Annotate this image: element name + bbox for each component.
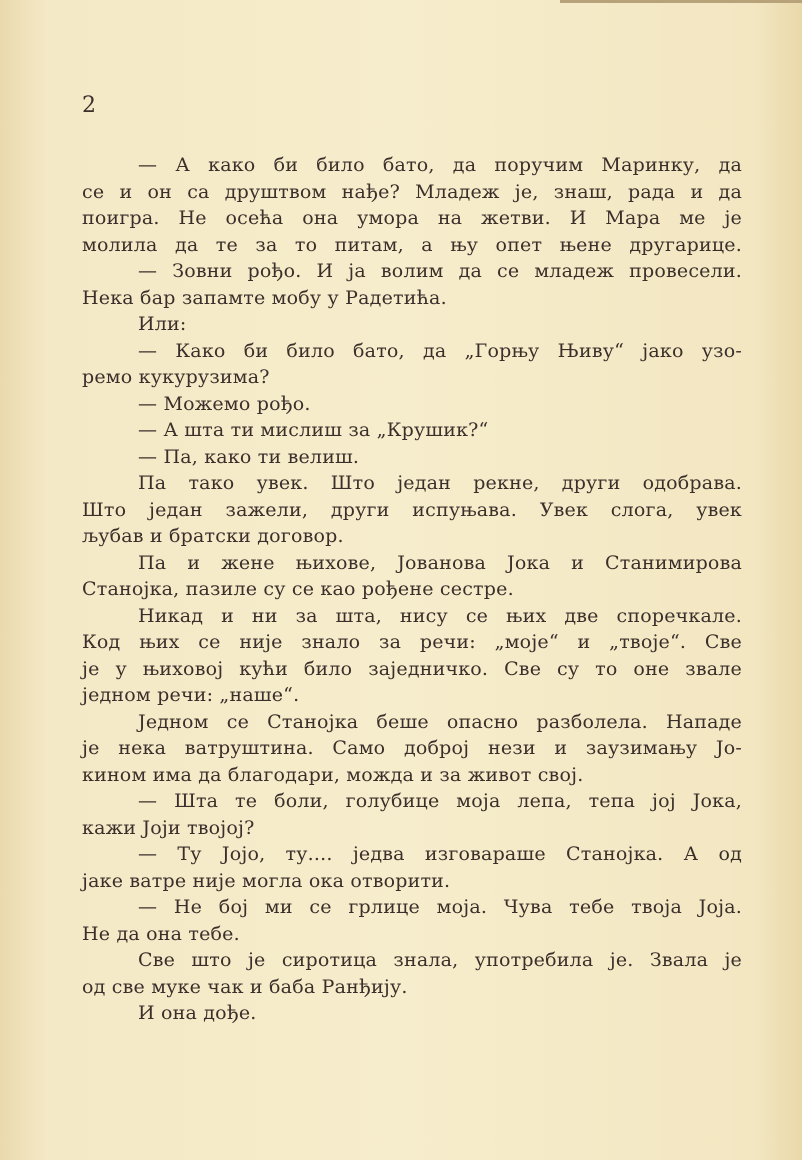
text-line: Код њих се није знало за речи: „моје“ и „твоје“. Све — [82, 631, 742, 653]
page-number: 2 — [82, 93, 96, 118]
text-line: се и он са друштвом нађе? Младеж је, знаш, рада и да — [82, 180, 742, 203]
text-line: Или: — [138, 313, 187, 335]
text-line: љубав и братски договор. — [82, 525, 344, 547]
text-line: молила да те за то питам, а њу опет њене другарице. — [82, 233, 742, 256]
body-text — [82, 152, 742, 1027]
text-line: Никад и ни за шта, нису се њих две споречкале. — [138, 604, 742, 627]
text-line: Па тако увек. Што један рекне, други одобрава. — [138, 472, 742, 494]
text-line: И она дође. — [138, 1002, 257, 1024]
text-line: — А како би било бато, да поручим Маринку, да — [138, 154, 742, 176]
text-line: је у њиховој кући било заједничко. Све су то оне звале — [82, 657, 742, 680]
text-line: Једном се Станојка беше опасно разболела. Нападе — [138, 710, 742, 733]
text-line: кином има да благодари, можда и за живот свој. — [82, 763, 584, 786]
text-line: поигра. Не осећа она умора на жетви. И Мара ме је — [82, 207, 742, 229]
text-line: — Како би било бато, да „Горњу Њиву“ јако узо- — [138, 339, 742, 362]
text-line: — Па, како ти велиш. — [138, 445, 360, 468]
text-line: Не да она тебе. — [82, 922, 240, 945]
text-line: кажи Јоји твојој? — [82, 816, 255, 839]
text-line: Нека бар запамте мобу у Радетића. — [82, 286, 447, 309]
text-line: је нека ватруштина. Само доброј нези и заузимању Јо- — [82, 737, 742, 759]
text-line: Све што је сиротица знала, употребила је. Звала је — [138, 949, 742, 971]
text-line: — Не бој ми се грлице моја. Чува тебе твоја Јоја. — [138, 896, 742, 918]
text-line: једном речи: „наше“. — [82, 684, 300, 706]
text-line: — Зовни рођо. И ја волим да се младеж провесели. — [138, 260, 742, 282]
text-line: — Ту Јојо, ту.... једва изговараше Станојка. А од — [138, 843, 742, 865]
text-line: ремо кукурузима? — [82, 366, 270, 388]
text-line: — Шта те боли, голубице моја лепа, тепа јој Јока, — [138, 790, 742, 812]
text-line: Па и жене њихове, Јованова Јока и Станимирова — [138, 551, 742, 574]
text-line: Станојка, пазиле су се као рођене сестре. — [82, 578, 514, 600]
page-top-edge — [560, 0, 802, 3]
text-line: — А шта ти мислиш за „Крушик?“ — [138, 419, 489, 441]
text-line: јаке ватре није могла ока отворити. — [82, 869, 451, 892]
text-line: — Можемо рођо. — [138, 392, 311, 415]
text-line: Што један зажели, други испуњава. Увек слога, увек — [82, 498, 742, 521]
text-line: од све муке чак и баба Ранђију. — [82, 975, 408, 998]
